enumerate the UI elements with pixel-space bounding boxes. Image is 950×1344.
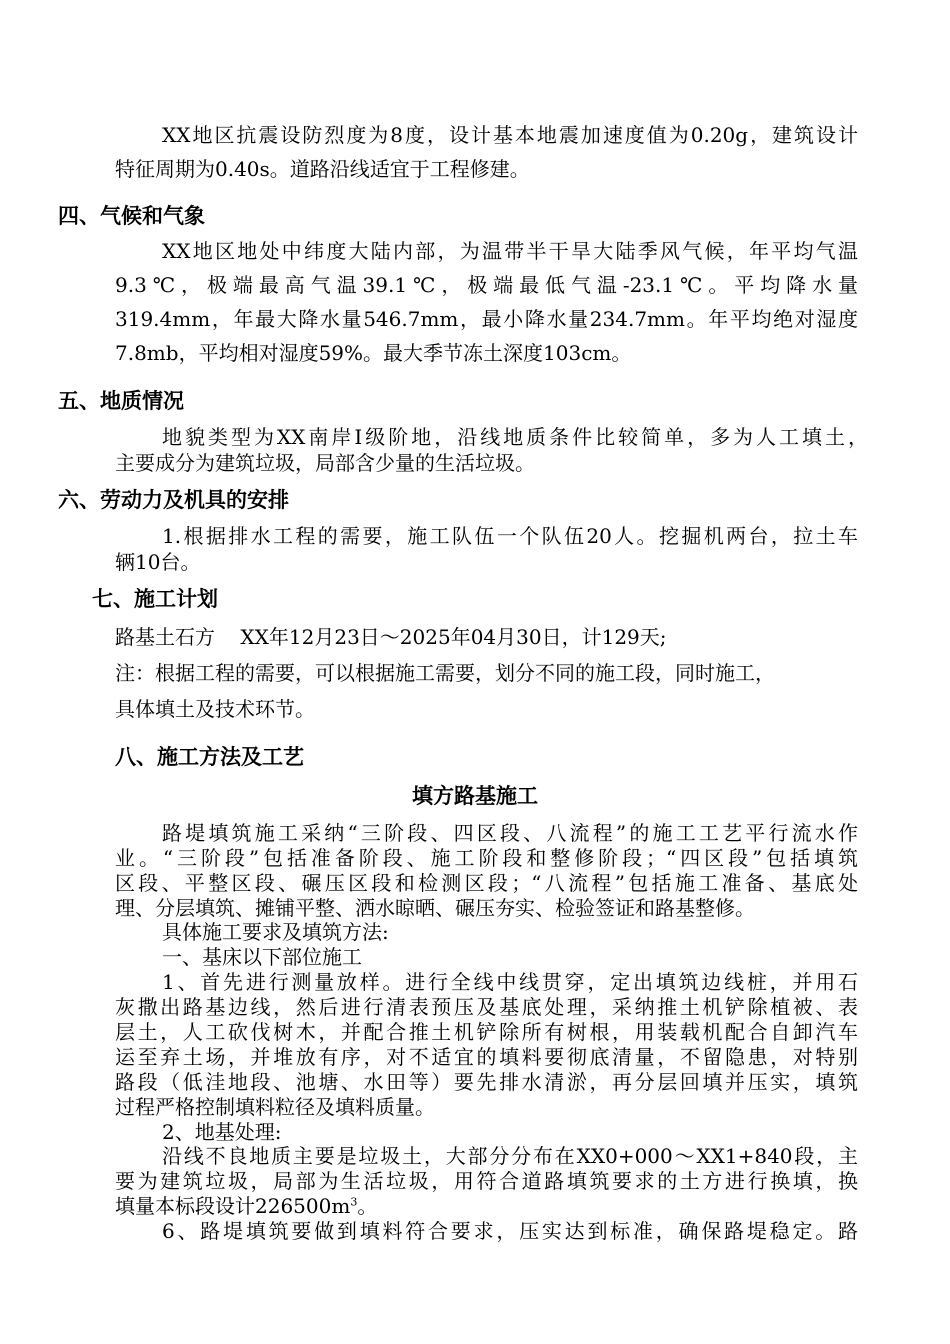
labor-heading: 六、劳动力及机具的安排: [58, 488, 289, 512]
method-heading: 八、施工方法及工艺: [115, 745, 304, 769]
method-line-15: 要为建筑垃圾，局部为生活垃圾，用符合道路填筑要求的土方进行换填，换: [115, 1169, 858, 1193]
cubic-superscript: 3: [350, 1195, 358, 1209]
method-line-6: 一、基床以下部位施工: [162, 945, 362, 969]
plan-heading: 七、施工计划: [92, 587, 218, 611]
climate-line-4: 7.8mb，平均相对湿度59%。最大季节冻土深度103cm。: [115, 341, 632, 365]
climate-line-3: 319.4mm，年最大降水量546.7mm，最小降水量234.7mm。年平均绝对湿度: [115, 307, 858, 331]
method-line-16: [115, 1194, 377, 1218]
method-line-16-text: 填量本标段设计226500m: [115, 1194, 351, 1218]
method-line-9: 层土，人工砍伐树木，并配合推土机铲除所有树根，用装载机配合自卸汽车: [115, 1020, 858, 1044]
method-line-16-end: 。: [357, 1194, 378, 1218]
geology-heading: 五、地质情况: [58, 389, 184, 413]
geology-line-2: 主要成分为建筑垃圾，局部含少量的生活垃圾。: [115, 451, 535, 475]
seismic-line-1: XX地区抗震设防烈度为8度，设计基本地震加速度值为0.20g，建筑设计: [162, 123, 858, 147]
method-line-4: 理、分层填筑、摊铺平整、洒水晾晒、碾压夯实、检验签证和路基整修。: [115, 896, 755, 920]
method-subheading: 填方路基施工: [412, 784, 538, 808]
method-line-14: 沿线不良地质主要是垃圾土，大部分分布在XX0+000～XX1+840段，主: [162, 1144, 858, 1168]
seismic-line-2: 特征周期为0.40s。道路沿线适宜于工程修建。: [115, 157, 530, 181]
method-line-17: 6、路堤填筑要做到填料符合要求，压实达到标准，确保路堤稳定。路: [162, 1219, 858, 1243]
plan-line-1: 路基土石方 XX年12月23日～2025年04月30日，计129天;: [115, 625, 667, 649]
method-line-1: 路堤填筑施工采纳“三阶段、四区段、八流程”的施工工艺平行流水作: [162, 821, 858, 845]
method-line-2: 业。“三阶段”包括准备阶段、施工阶段和整修阶段；“四区段”包括填筑: [115, 846, 858, 870]
climate-line-2: 9.3℃，极端最高气温39.1℃，极端最低气温-23.1℃。平均降水量: [115, 273, 858, 297]
method-line-10: 运至弃土场，并堆放有序，对不适宜的填料要彻底清量，不留隐患，对特别: [115, 1045, 858, 1069]
climate-line-1: XX地区地处中纬度大陆内部，为温带半干旱大陆季风气候，年平均气温: [162, 239, 858, 263]
labor-line-1: 1.根据排水工程的需要，施工队伍一个队伍20人。挖掘机两台，拉土车: [162, 524, 858, 548]
method-line-5: 具体施工要求及填筑方法:: [162, 920, 389, 944]
plan-line-2: 注：根据工程的需要，可以根据施工需要，划分不同的施工段，同时施工，: [115, 661, 775, 685]
labor-line-2: 辆10台。: [115, 550, 201, 574]
method-line-3: 区段、平整区段、碾压区段和检测区段；“八流程”包括施工准备、基底处: [115, 871, 858, 895]
climate-heading: 四、气候和气象: [58, 204, 205, 228]
method-line-13: 2、地基处理:: [162, 1120, 282, 1144]
plan-line-3: 具体填土及技术环节。: [115, 697, 315, 721]
geology-line-1: 地貌类型为XX南岸Ⅰ级阶地，沿线地质条件比较简单，多为人工填土，: [162, 425, 868, 449]
method-line-8: 灰撒出路基边线，然后进行清表预压及基底处理，采纳推土机铲除植被、表: [115, 995, 858, 1019]
method-line-12: 过程严格控制填料粒径及填料质量。: [115, 1095, 435, 1119]
method-line-7: 1、首先进行测量放样。进行全线中线贯穿，定出填筑边线桩，并用石: [162, 970, 858, 994]
method-line-11: 路段（低洼地段、池塘、水田等）要先排水清淤，再分层回填并压实，填筑: [115, 1070, 858, 1094]
